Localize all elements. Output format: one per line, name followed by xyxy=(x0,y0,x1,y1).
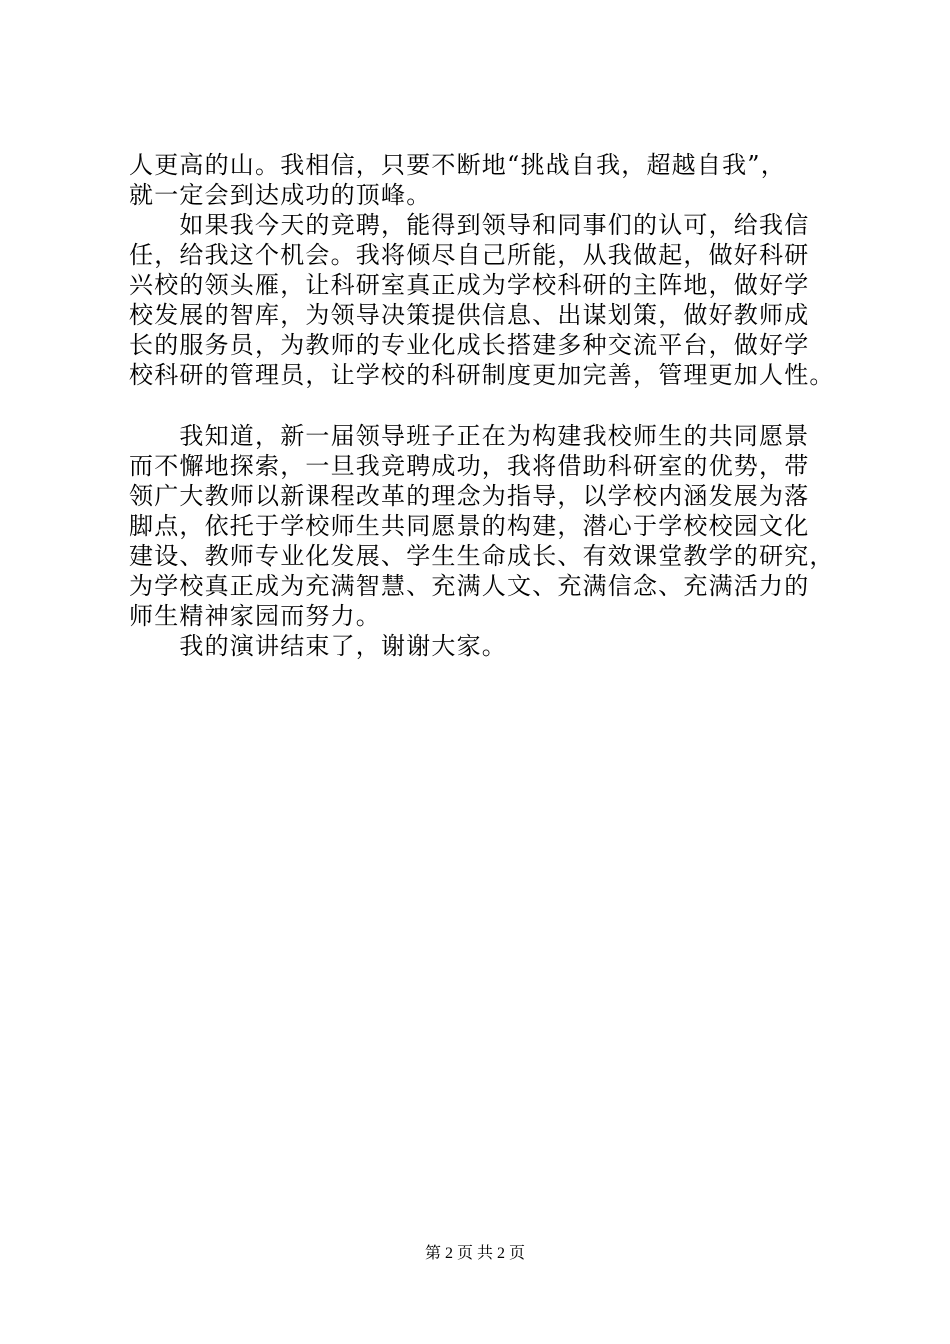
text-line: 为学校真正成为充满智慧、充满人文、充满信念、充满活力的 xyxy=(129,572,810,600)
text-line: 领广大教师以新课程改革的理念为指导，以学校内涵发展为落 xyxy=(129,482,810,510)
text-line: 长的服务员，为教师的专业化成长搭建多种交流平台，做好学 xyxy=(129,331,810,359)
document-body xyxy=(129,150,835,661)
text-line: 脚点，依托于学校师生共同愿景的构建，潜心于学校校园文化 xyxy=(129,512,810,540)
text-line: 人更高的山。我相信，只要不断地“挑战自我，超越自我”， xyxy=(129,151,786,179)
text-line: 我知道，新一届领导班子正在为构建我校师生的共同愿景 xyxy=(129,422,810,450)
text-line: 而不懈地探索，一旦我竞聘成功，我将借助科研室的优势，带 xyxy=(129,452,810,480)
text-line: 就一定会到达成功的顶峰。 xyxy=(129,181,432,209)
paragraph-gap xyxy=(129,390,829,421)
text-line: 任，给我这个机会。我将倾尽自己所能，从我做起，做好科研 xyxy=(129,241,810,269)
text-line: 校科研的管理员，让学校的科研制度更加完善，管理更加人性。 xyxy=(129,361,835,389)
text-line: 兴校的领头雁，让科研室真正成为学校科研的主阵地，做好学 xyxy=(129,271,810,299)
text-line: 校发展的智库，为领导决策提供信息、出谋划策，做好教师成 xyxy=(129,301,810,329)
text-line: 师生精神家园而努力。 xyxy=(129,602,381,630)
text-line: 建设、教师专业化发展、学生生命成长、有效课堂教学的研究， xyxy=(129,542,835,570)
text-line: 如果我今天的竞聘，能得到领导和同事们的认可，给我信 xyxy=(129,211,810,239)
text-line: 我的演讲结束了，谢谢大家。 xyxy=(129,632,507,660)
page-footer: 第 2 页 共 2 页 xyxy=(424,1245,525,1262)
